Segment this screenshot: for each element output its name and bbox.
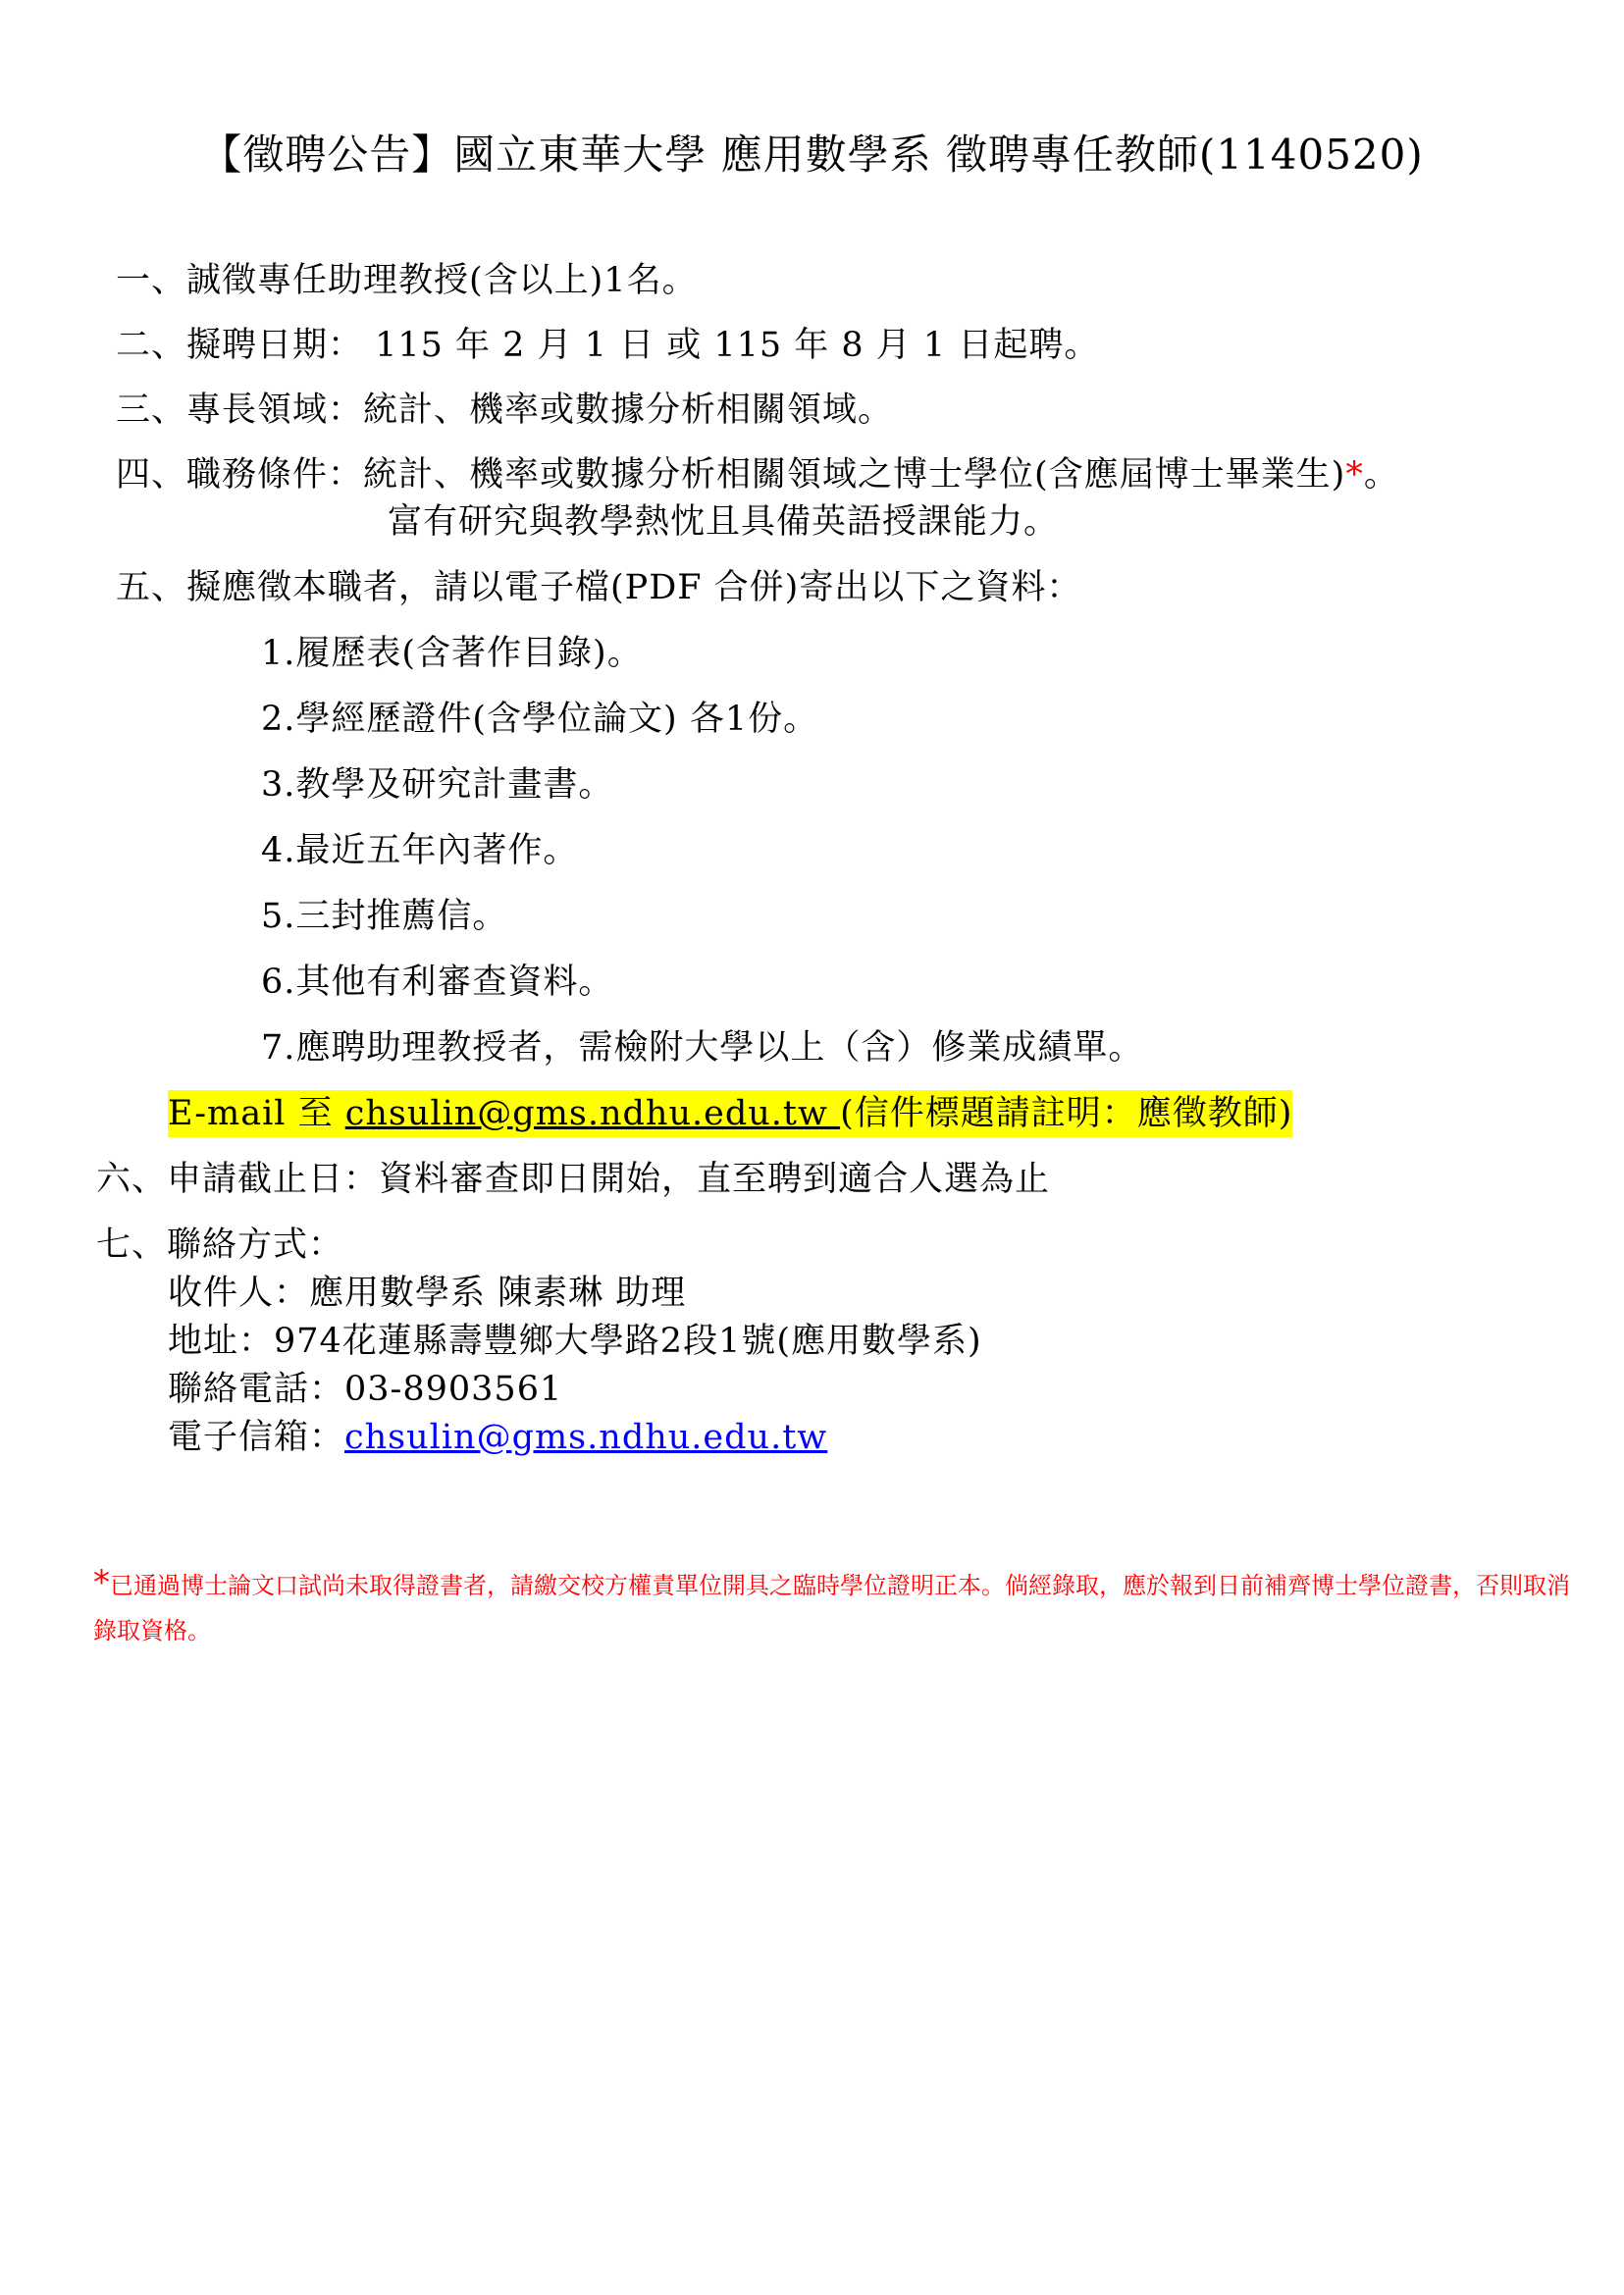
page-title: 【徵聘公告】國立東華大學 應用數學系 徵聘專任教師(1140520)	[200, 130, 1424, 179]
contact-phone: 聯絡電話：03-8903561	[168, 1370, 563, 1409]
email-instruction-link[interactable]: chsulin@gms.ndhu.edu.tw	[344, 1094, 841, 1133]
email-instruction-prefix: E-mail 至	[168, 1094, 345, 1133]
document-item-7: 7.應聘助理教授者，需檢附大學以上（含）修業成績單。	[261, 1028, 1144, 1068]
contact-email-label: 電子信箱：	[168, 1418, 345, 1457]
document-item-4: 4.最近五年內著作。	[261, 831, 579, 870]
email-instruction-suffix: (信件標題請註明：應徵教師)	[840, 1094, 1293, 1133]
contact-address: 地址：974花蓮縣壽豐鄉大學路2段1號(應用數學系)	[168, 1322, 982, 1361]
document-item-6: 6.其他有利審查資料。	[261, 963, 614, 1002]
item-five: 五、擬應徵本職者，請以電子檔(PDF 合併)寄出以下之資料：	[116, 568, 1082, 607]
item-four	[116, 451, 1399, 498]
contact-recipient: 收件人：應用數學系 陳素琳 助理	[168, 1274, 687, 1313]
document-item-5: 5.三封推薦信。	[261, 897, 508, 936]
email-instruction	[168, 1090, 1292, 1137]
document-item-2: 2.學經歷證件(含學位論文) 各1份。	[261, 700, 819, 739]
document-item-1: 1.履歷表(含著作目錄)。	[261, 634, 643, 673]
asterisk-mark: *	[1345, 455, 1364, 495]
item-two: 二、擬聘日期： 115 年 2 月 1 日 或 115 年 8 月 1 日起聘。	[116, 326, 1100, 365]
document-item-3: 3.教學及研究計畫書。	[261, 765, 614, 805]
item-four-continuation: 富有研究與教學熱忱且具備英語授課能力。	[388, 502, 1060, 542]
contact-heading: 七、聯絡方式：	[96, 1226, 344, 1265]
footnote-text: 已通過博士論文口試尚未取得證書者，請繳交校方權責單位開具之臨時學位證明正本。倘經錄取，應於報到日前補齊博士學位證書，否則取消錄取資格。	[93, 1572, 1570, 1644]
item-three: 三、專長領域：統計、機率或數據分析相關領域。	[116, 391, 894, 430]
footnote	[93, 1560, 1570, 1653]
item-four-text: 四、職務條件：統計、機率或數據分析相關領域之博士學位(含應屆博士畢業生)	[116, 455, 1346, 495]
item-six-deadline: 六、申請截止日：資料審查即日開始，直至聘到適合人選為止	[96, 1160, 1051, 1199]
contact-email-link[interactable]: chsulin@gms.ndhu.edu.tw	[344, 1418, 828, 1457]
contact-email	[168, 1414, 827, 1461]
item-four-end: 。	[1363, 455, 1399, 495]
item-one: 一、誠徵專任助理教授(含以上)1名。	[116, 261, 698, 300]
footnote-asterisk: *	[93, 1563, 110, 1602]
